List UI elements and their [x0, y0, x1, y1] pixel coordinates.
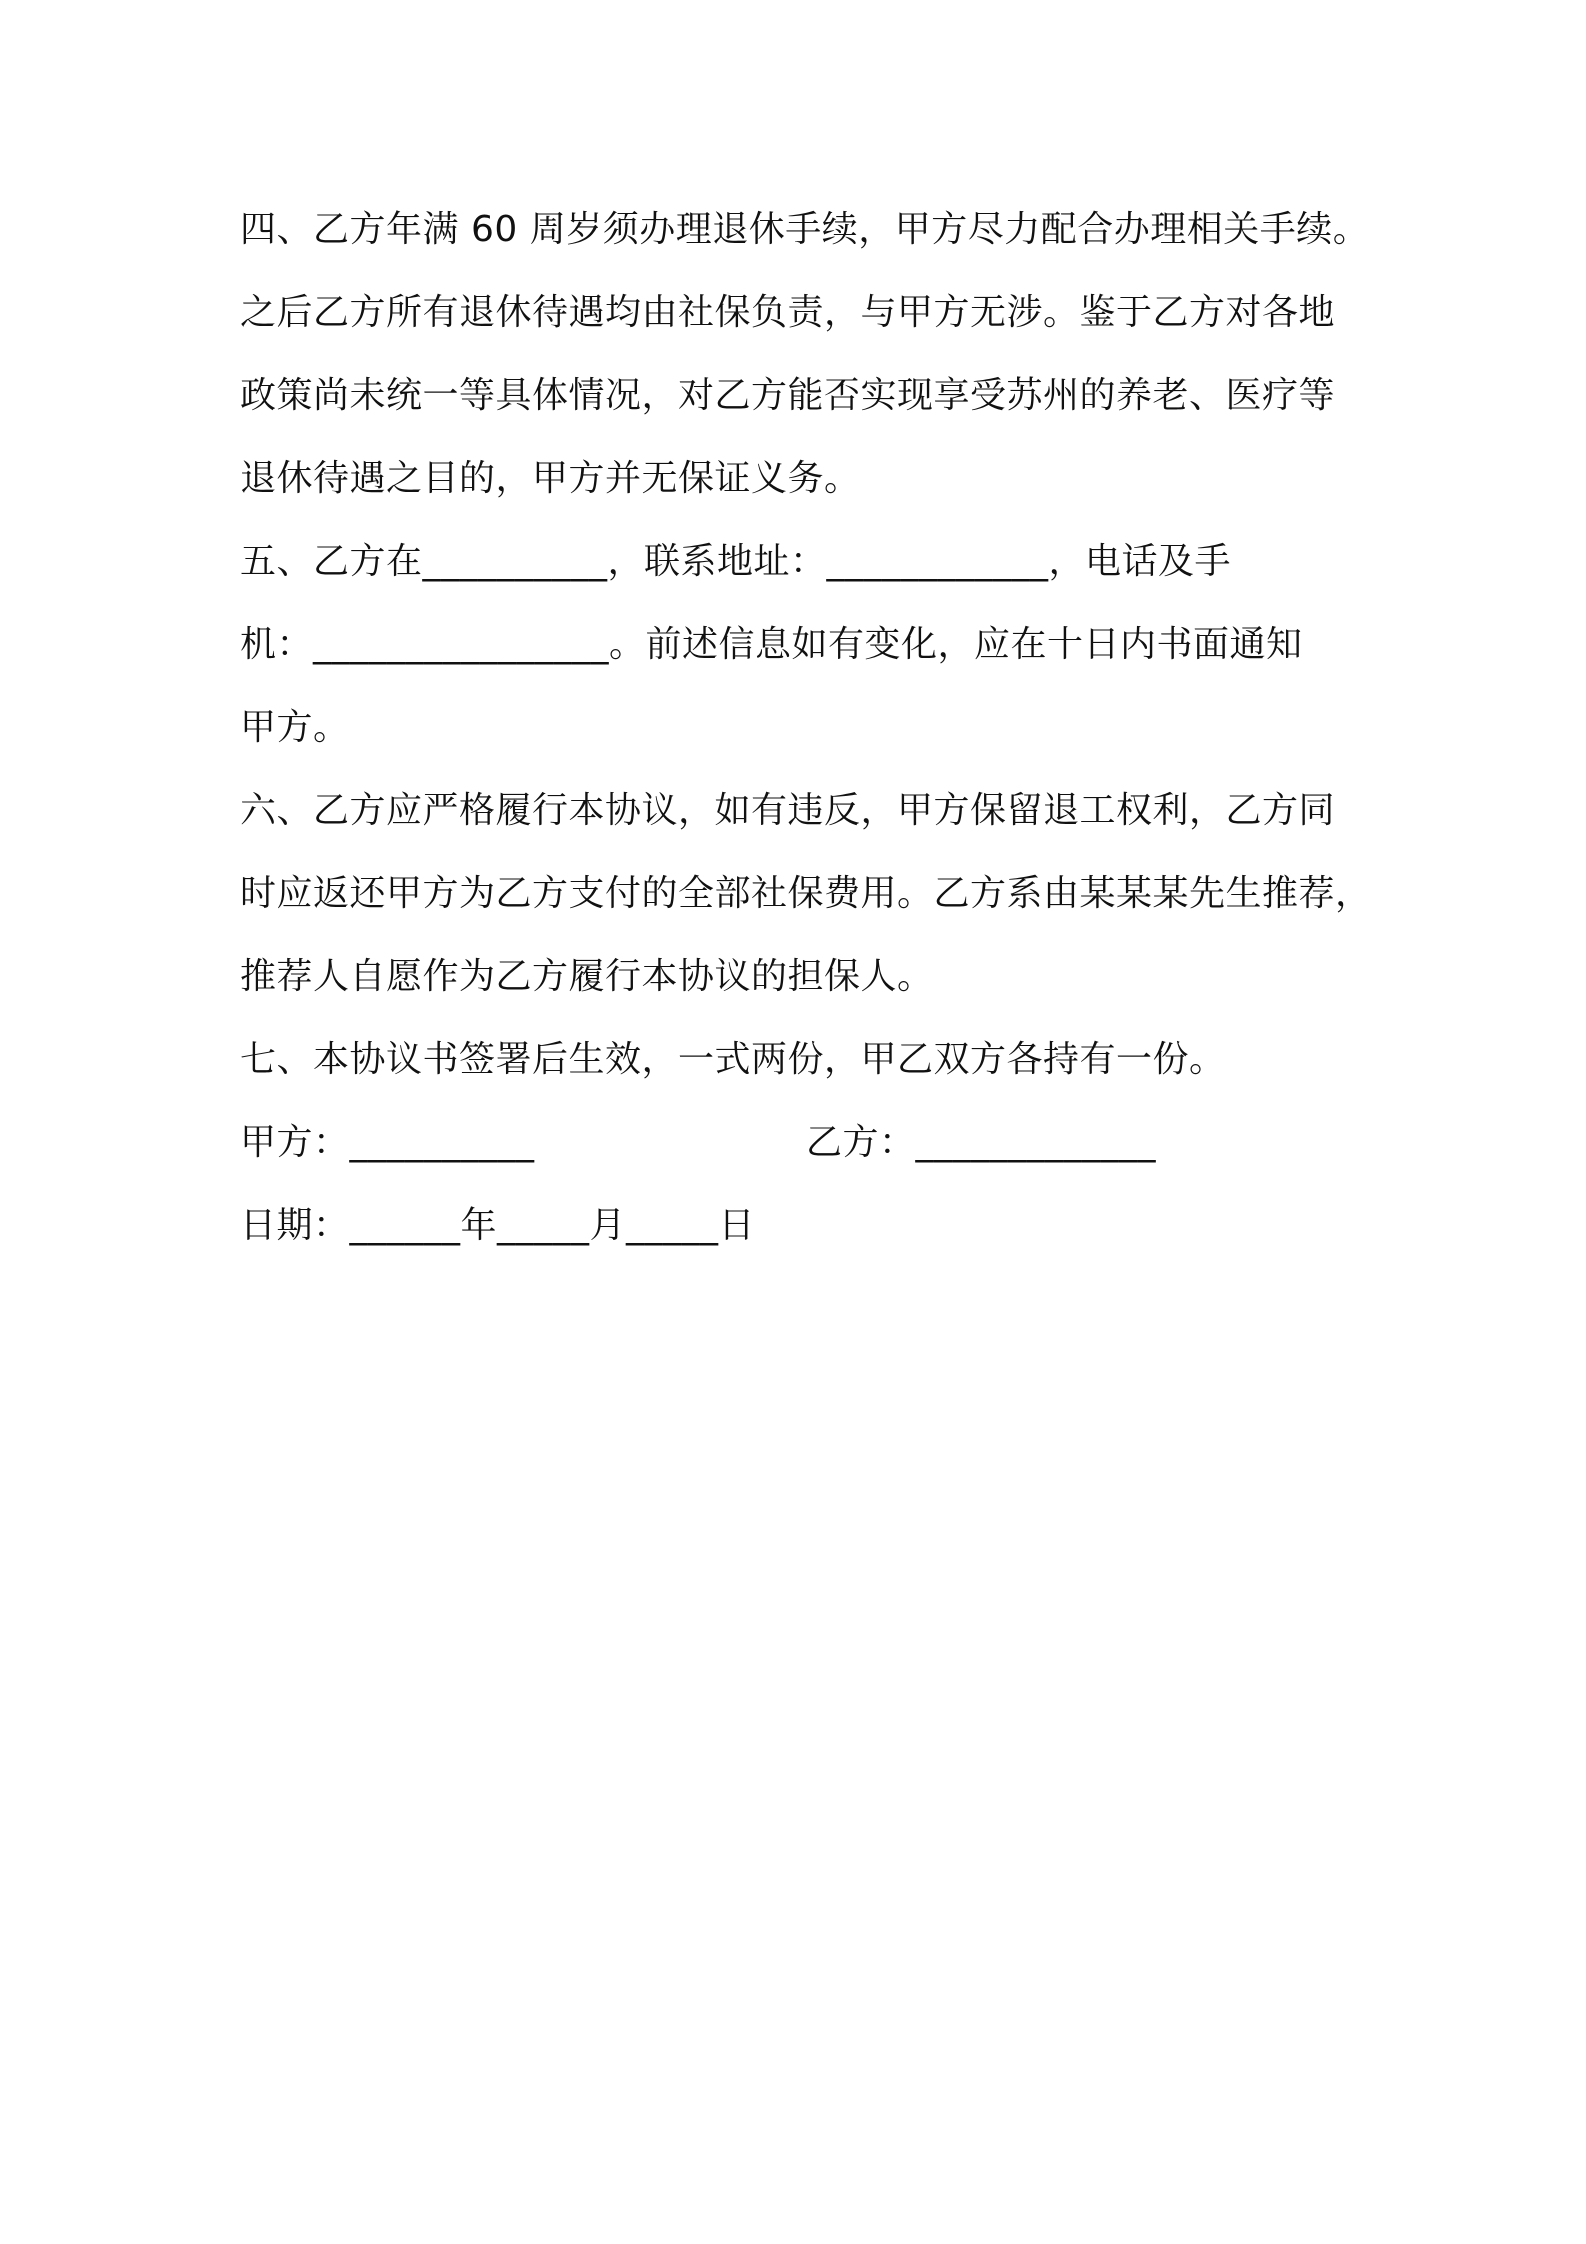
clause-7-line-1: 七、本协议书签署后生效，一式两份，甲乙双方各持有一份。: [240, 1039, 1226, 1080]
clause-6-line-1: 六、乙方应严格履行本协议，如有违反，甲方保留退工权利，乙方同: [240, 790, 1336, 831]
clause-4-line-4: 退休待遇之目的，甲方并无保证义务。: [240, 458, 861, 499]
clause-4-line-1: 四、乙方年满 60 周岁须办理退休手续，甲方尽力配合办理相关手续。: [240, 209, 1370, 250]
party-b-signature-line: 乙方：_____________: [806, 1122, 1157, 1163]
date-line: 日期：______年_____月_____日: [240, 1205, 756, 1246]
clause-5-line-1: 五、乙方在__________，联系地址：____________，电话及手: [240, 541, 1232, 582]
clause-4-line-2: 之后乙方所有退休待遇均由社保负责，与甲方无涉。鉴于乙方对各地: [240, 292, 1336, 333]
clause-6-line-2: 时应返还甲方为乙方支付的全部社保费用。乙方系由某某某先生推荐，: [240, 873, 1372, 914]
clause-6-line-3: 推荐人自愿作为乙方履行本协议的担保人。: [240, 956, 934, 997]
clause-4-line-3: 政策尚未统一等具体情况，对乙方能否实现享受苏州的养老、医疗等: [240, 375, 1336, 416]
party-a-signature-line: 甲方：__________: [240, 1122, 535, 1163]
clause-5-line-2: 机：________________。前述信息如有变化，应在十日内书面通知: [240, 624, 1303, 665]
clause-5-line-3: 甲方。: [240, 707, 350, 748]
